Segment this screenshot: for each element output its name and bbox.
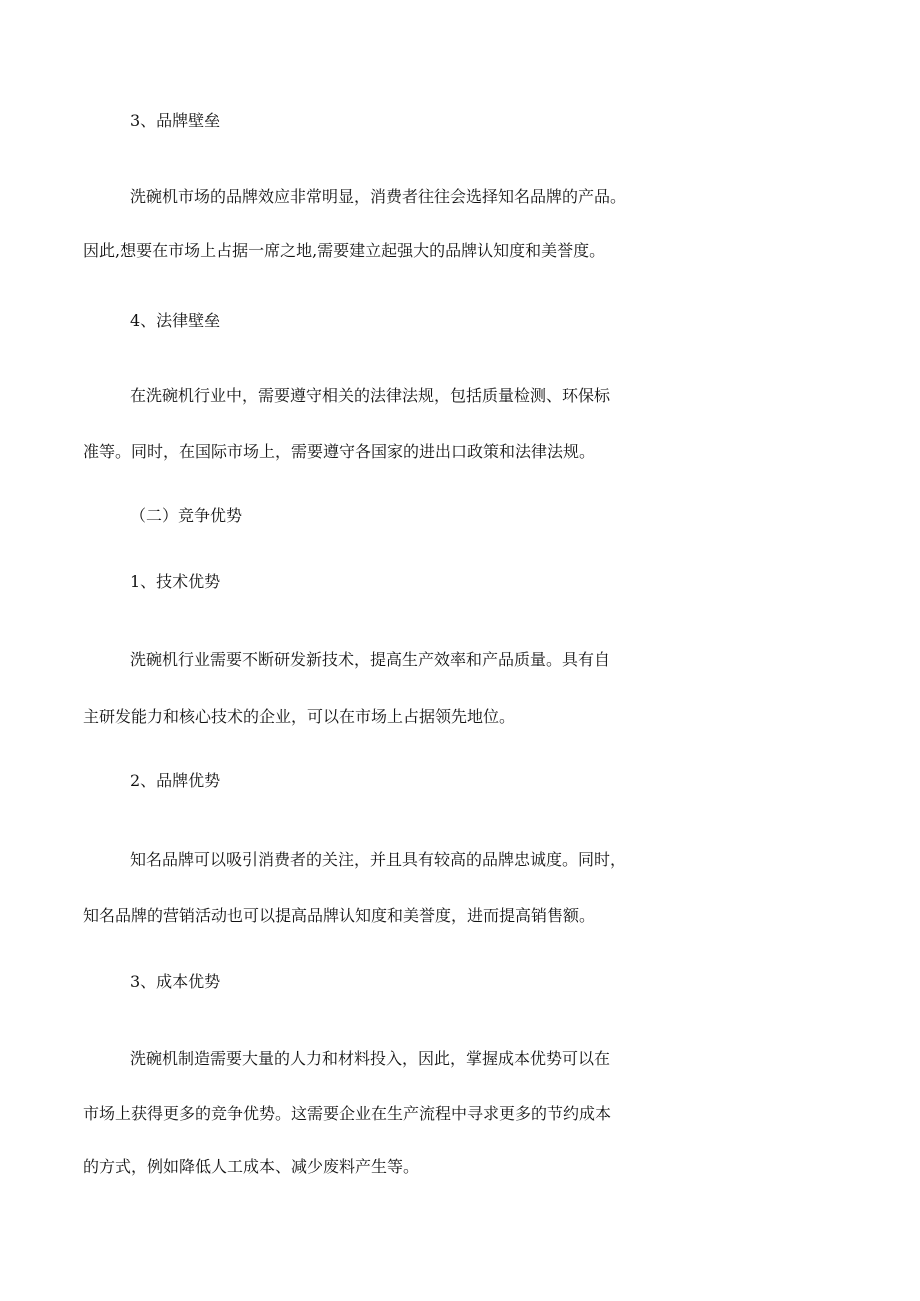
section-heading-brand-advantage: 2、品牌优势: [130, 771, 221, 790]
paragraph-line: 主研发能力和核心技术的企业，可以在市场上占据领先地位。: [83, 707, 516, 726]
paragraph-line: 的方式，例如降低人工成本、减少废料产生等。: [83, 1157, 420, 1176]
section-heading-tech-advantage: 1、技术优势: [130, 572, 221, 591]
paragraph-line: 因此,想要在市场上占据一席之地,需要建立起强大的品牌认知度和美誉度。: [83, 241, 606, 260]
paragraph-line: 洗碗机市场的品牌效应非常明显，消费者往往会选择知名品牌的产品。: [130, 187, 627, 206]
paragraph-line: 洗碗机行业需要不断研发新技术，提高生产效率和产品质量。具有自: [130, 650, 611, 669]
section-heading-cost-advantage: 3、成本优势: [130, 972, 221, 991]
paragraph-line: 知名品牌的营销活动也可以提高品牌认知度和美誉度，进而提高销售额。: [83, 906, 596, 925]
section-heading-brand-barrier: 3、品牌壁垒: [130, 111, 221, 130]
paragraph-line: 在洗碗机行业中，需要遵守相关的法律法规，包括质量检测、环保标: [130, 386, 611, 405]
paragraph-line: 洗碗机制造需要大量的人力和材料投入，因此，掌握成本优势可以在: [130, 1049, 611, 1068]
paragraph-line: 知名品牌可以吸引消费者的关注，并且具有较高的品牌忠诚度。同时，: [130, 850, 627, 869]
section-heading-legal-barrier: 4、法律壁垒: [130, 311, 221, 330]
part-heading-competitive-advantage: （二）竞争优势: [130, 506, 243, 525]
paragraph-line: 市场上获得更多的竞争优势。这需要企业在生产流程中寻求更多的节约成本: [83, 1104, 612, 1123]
paragraph-line: 准等。同时，在国际市场上，需要遵守各国家的进出口政策和法律法规。: [83, 442, 596, 461]
